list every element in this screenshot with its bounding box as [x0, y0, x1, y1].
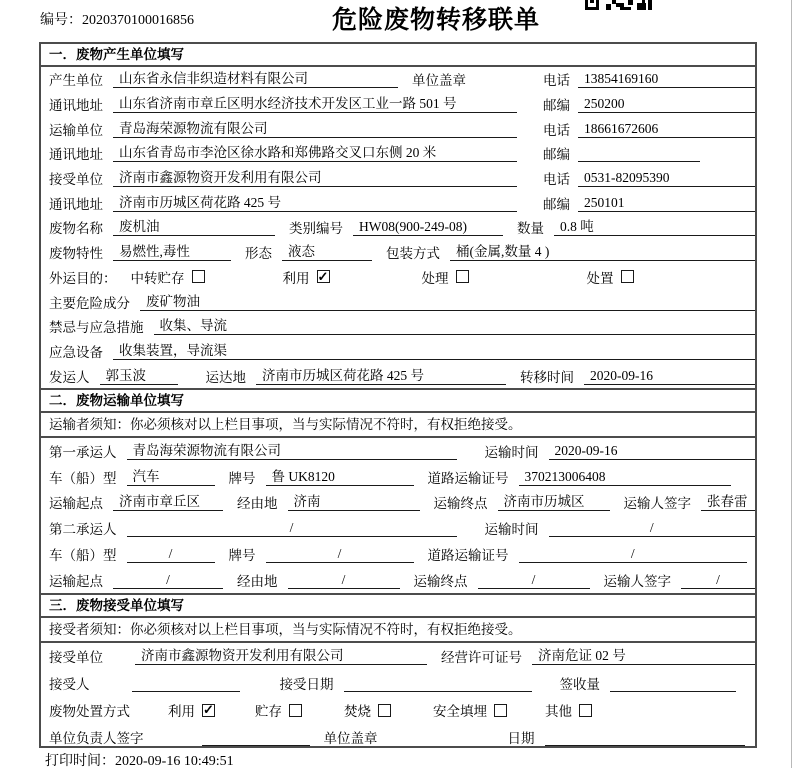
waste-name-value: 废机油 — [113, 218, 275, 236]
purpose-option-storage — [131, 267, 205, 287]
option-label: 处理 — [421, 270, 449, 286]
row-precautions — [41, 314, 755, 339]
phone-group — [543, 69, 755, 89]
origin-label: 运输起点 — [49, 573, 103, 589]
transport-time-value: 2020-09-16 — [549, 442, 756, 460]
unit-seal-label: 单位盖章 — [412, 73, 466, 89]
address-label: 通讯地址 — [49, 98, 103, 114]
origin-label: 运输起点 — [49, 496, 103, 512]
zip-label: 邮编 — [543, 147, 570, 163]
page-title: 危险废物转移联单 — [332, 7, 541, 34]
checkbox-other — [579, 704, 592, 717]
row-waste-name — [41, 215, 755, 240]
disposal-label: 废物处置方式 — [49, 704, 130, 720]
recipient-value — [132, 674, 240, 692]
plate-value: / — [266, 545, 414, 563]
row-transporter-address — [41, 141, 755, 166]
checkbox-incinerate — [378, 704, 391, 717]
option-label: 利用 — [168, 704, 195, 720]
zip-group — [543, 143, 755, 163]
vehicle-type-label: 车（船）型 — [49, 548, 117, 564]
equipment-label: 应急设备 — [49, 344, 103, 360]
row-route-1 — [41, 490, 755, 516]
end-label: 运输终点 — [433, 496, 488, 512]
document-number-value: 2020370100016856 — [82, 13, 194, 28]
section-1-body — [41, 67, 755, 388]
unit-seal-label: 单位盖章 — [323, 731, 378, 747]
shipper-label: 发运人 — [49, 369, 90, 385]
packaging-value: 桶(金属,数量 4 ) — [450, 243, 755, 261]
phone-value: 0531-82095390 — [578, 169, 755, 187]
row-route-2 — [41, 567, 755, 593]
vehicle-type-value: / — [127, 545, 215, 563]
disposal-option-other — [545, 700, 592, 720]
print-time-value: 2020-09-16 10:49:51 — [115, 754, 234, 769]
transporter-label: 运输单位 — [49, 122, 103, 138]
carrier-sign-label: 运输人签字 — [623, 496, 691, 512]
section-3-body — [41, 643, 755, 751]
page-right-edge — [791, 0, 792, 768]
address-value: 山东省青岛市李沧区徐水路和郑佛路交叉口东侧 20 米 — [113, 144, 517, 162]
phone-label: 电话 — [543, 172, 570, 188]
address-label: 通讯地址 — [49, 147, 103, 163]
row-shipper — [41, 363, 755, 388]
characteristics-value: 易燃性,毒性 — [113, 243, 231, 261]
qr-code-fragment — [585, 0, 655, 10]
precautions-value: 收集、导流 — [154, 317, 756, 335]
row-receiver-address — [41, 190, 755, 215]
zip-value: 250200 — [578, 95, 755, 113]
phone-value: 13854169160 — [578, 70, 755, 88]
section-2-header: 二．废物运输单位填写 — [41, 388, 755, 413]
purpose-option-utilize — [283, 267, 330, 287]
purpose-option-treat — [422, 267, 469, 287]
checkbox-utilize: ✓ — [317, 268, 329, 284]
zip-label: 邮编 — [543, 98, 570, 114]
end-value: / — [478, 571, 590, 589]
origin-value: 济南市章丘区 — [113, 493, 223, 511]
address-value: 山东省济南市章丘区明水经济技术开发区工业一路 501 号 — [113, 95, 517, 113]
row-vehicle-1 — [41, 464, 755, 490]
disposal-option-incinerate — [344, 700, 391, 720]
form-label: 形态 — [245, 246, 272, 262]
section-3-header: 三．废物接受单位填写 — [41, 593, 755, 618]
row-vehicle-2 — [41, 541, 755, 567]
vehicle-type-label: 车（船）型 — [49, 470, 117, 486]
precautions-label: 禁忌与应急措施 — [49, 320, 144, 336]
transport-time-label: 运输时间 — [484, 522, 539, 538]
document-number-line — [40, 9, 194, 29]
row-generator-address — [41, 92, 755, 117]
accept-date-label: 接受日期 — [279, 677, 334, 693]
zip-value: 250101 — [578, 194, 755, 212]
option-label: 处置 — [586, 270, 614, 286]
carrier-sign-label: 运输人签字 — [603, 573, 671, 589]
quantity-value: 0.8 吨 — [554, 218, 755, 236]
end-value: 济南市历城区 — [498, 493, 610, 511]
responsible-sign-label: 单位负责人签字 — [49, 731, 144, 747]
phone-label: 电话 — [543, 122, 570, 138]
phone-label: 电话 — [543, 73, 570, 89]
accepting-unit-value: 济南市鑫源物资开发利用有限公司 — [135, 647, 427, 665]
row-emergency-equipment — [41, 339, 755, 364]
road-license-label: 道路运输证号 — [427, 470, 509, 486]
plate-value: 鲁 UK8120 — [266, 468, 414, 486]
accepting-unit-label: 接受单位 — [49, 650, 103, 666]
zip-group — [543, 94, 755, 114]
generator-label: 产生单位 — [49, 73, 103, 89]
destination-label: 运达地 — [205, 369, 246, 385]
document-number-label: 编号： — [40, 13, 82, 28]
via-label: 经由地 — [237, 496, 278, 512]
hazard-label: 主要危险成分 — [49, 295, 130, 311]
quantity-label: 数量 — [517, 221, 544, 237]
print-time-label: 打印时间： — [45, 754, 115, 769]
transfer-date-value: 2020-09-16 — [584, 367, 755, 385]
row-accepting-unit — [41, 643, 755, 670]
origin-value: / — [113, 571, 223, 589]
form-value: 液态 — [282, 243, 372, 261]
zip-value — [578, 144, 700, 162]
characteristics-label: 废物特性 — [49, 246, 103, 262]
equipment-value: 收集装置，导流渠 — [113, 342, 755, 360]
category-value: HW08(900-249-08) — [353, 218, 503, 236]
carrier-sign-value: / — [681, 571, 755, 589]
option-label: 利用 — [282, 270, 310, 286]
checkbox-treat — [456, 270, 469, 283]
carrier-sign-value: 张春雷 — [701, 493, 755, 511]
purpose-label: 外运目的： — [49, 270, 117, 286]
permit-value: 济南危证 02 号 — [532, 647, 755, 665]
option-label: 其他 — [545, 704, 572, 720]
checkbox-landfill — [494, 704, 507, 717]
packaging-label: 包装方式 — [386, 246, 440, 262]
checkbox-utilize: ✓ — [203, 702, 214, 718]
address-label: 通讯地址 — [49, 196, 103, 212]
generator-value: 山东省永信非织造材料有限公司 — [113, 70, 398, 88]
recipient-label: 接受人 — [49, 677, 90, 693]
print-time-line — [45, 750, 234, 770]
row-responsible-signature — [41, 724, 755, 751]
plate-label: 牌号 — [228, 470, 256, 486]
purpose-option-dispose — [587, 267, 634, 287]
road-license-label: 道路运输证号 — [427, 548, 509, 564]
accept-date-value — [344, 674, 532, 692]
option-label: 贮存 — [255, 704, 282, 720]
section-2-body — [41, 438, 755, 593]
phone-group — [543, 168, 755, 188]
signed-amount-label: 签收量 — [559, 677, 600, 693]
end-label: 运输终点 — [413, 573, 468, 589]
zip-group — [543, 193, 755, 213]
row-disposal-method — [41, 697, 755, 724]
transport-time-value: / — [549, 519, 756, 537]
checkbox-storage — [192, 270, 205, 283]
carrier-label: 第一承运人 — [49, 444, 117, 460]
row-carrier-1 — [41, 438, 755, 464]
disposal-option-store — [255, 700, 302, 720]
plate-label: 牌号 — [228, 548, 256, 564]
manifest-form-table — [39, 42, 757, 748]
carrier-label: 第二承运人 — [49, 522, 117, 538]
hazard-value: 废矿物油 — [140, 293, 755, 311]
section-1-header: 一．废物产生单位填写 — [41, 44, 755, 67]
checkbox-dispose — [621, 270, 634, 283]
seal-date-value — [545, 728, 746, 746]
receiver-label: 接受单位 — [49, 172, 103, 188]
carrier-value: 青岛海荣源物流有限公司 — [127, 442, 457, 460]
shipper-value: 郭玉波 — [100, 367, 178, 385]
permit-label: 经营许可证号 — [441, 650, 522, 666]
row-carrier-2 — [41, 515, 755, 541]
receiver-value: 济南市鑫源物资开发利用有限公司 — [113, 169, 517, 187]
row-receiver — [41, 166, 755, 191]
checkbox-store — [289, 704, 302, 717]
zip-label: 邮编 — [543, 196, 570, 212]
via-label: 经由地 — [237, 573, 278, 589]
row-recipient — [41, 670, 755, 697]
section-2-notice: 运输者须知：你必须核对以上栏目事项，当与实际情况不符时，有权拒绝接受。 — [41, 413, 755, 438]
option-label: 焚烧 — [344, 704, 371, 720]
option-label: 安全填埋 — [433, 704, 487, 720]
via-value: / — [288, 571, 400, 589]
seal-date-label: 日期 — [507, 731, 535, 747]
disposal-option-utilize — [168, 700, 215, 720]
signed-amount-value — [610, 674, 736, 692]
responsible-sign-value — [202, 728, 310, 746]
category-label: 类别编号 — [289, 221, 343, 237]
address-value: 济南市历城区荷花路 425 号 — [113, 194, 517, 212]
road-license-value: 370213006408 — [519, 468, 731, 486]
row-hazard-components — [41, 289, 755, 314]
row-transporter — [41, 116, 755, 141]
vehicle-type-value: 汽车 — [127, 468, 215, 486]
carrier-value: / — [127, 519, 457, 537]
phone-group — [543, 119, 755, 139]
row-generator — [41, 67, 755, 92]
disposal-option-landfill — [433, 700, 507, 720]
phone-value: 18661672606 — [578, 120, 755, 138]
row-transfer-purpose — [41, 265, 755, 290]
via-value: 济南 — [288, 493, 420, 511]
row-waste-characteristics — [41, 240, 755, 265]
transfer-date-label: 转移时间 — [520, 369, 574, 385]
section-3-notice: 接受者须知：你必须核对以上栏目事项，当与实际情况不符时，有权拒绝接受。 — [41, 618, 755, 643]
road-license-value: / — [519, 545, 748, 563]
option-label: 中转贮存 — [130, 270, 185, 286]
waste-name-label: 废物名称 — [49, 221, 103, 237]
destination-value: 济南市历城区荷花路 425 号 — [256, 367, 506, 385]
transport-time-label: 运输时间 — [484, 444, 539, 460]
transporter-value: 青岛海荣源物流有限公司 — [113, 120, 517, 138]
